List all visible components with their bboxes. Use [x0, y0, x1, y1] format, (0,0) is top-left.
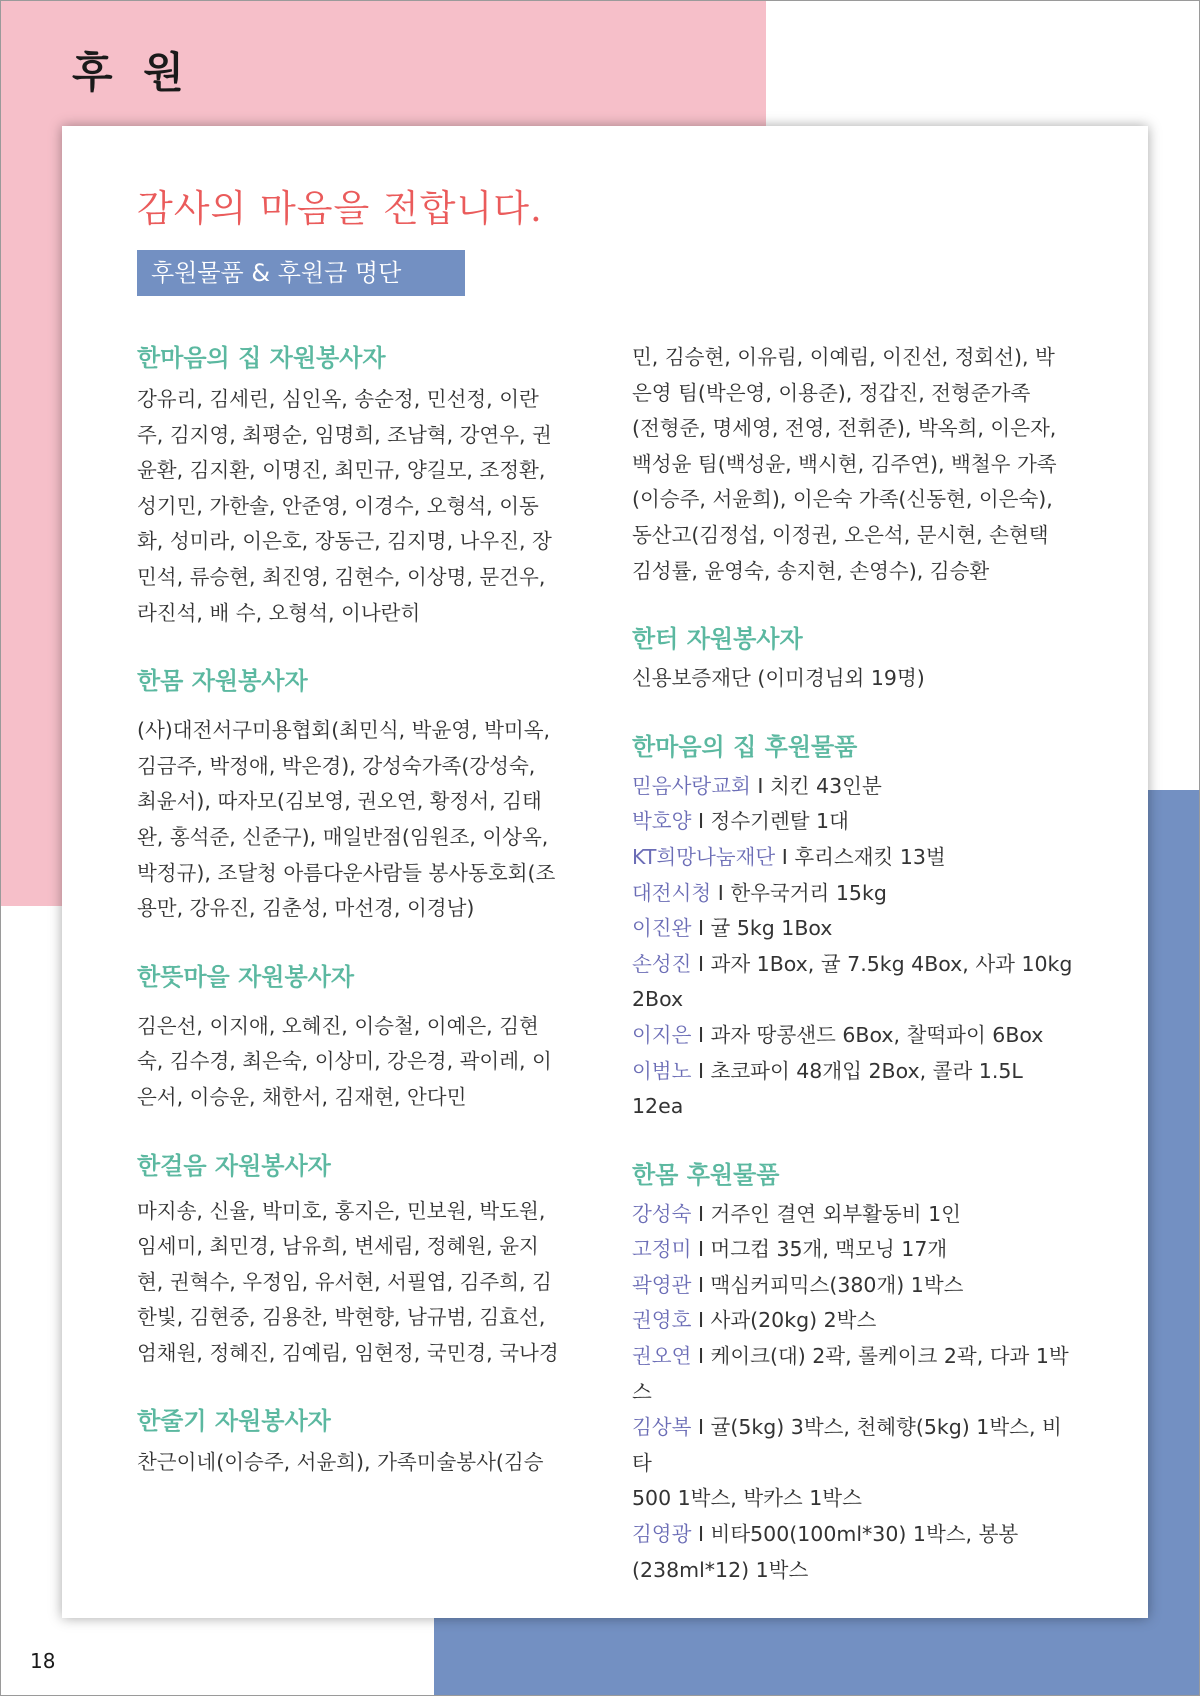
text-line: 김은선, 이지애, 오혜진, 이승철, 이예은, 김현: [137, 1013, 539, 1038]
donated-item: 머그컵 35개, 맥모닝 17개: [710, 1237, 948, 1262]
donated-item: 초코파이 48개입 2Box, 콜라 1.5L 12ea: [632, 1058, 1023, 1119]
text-line: 은영 팀(박은영, 이용준), 정갑진, 전형준가족: [632, 380, 1031, 405]
donated-item-continued: 500 1박스, 박카스 1박스: [632, 1486, 862, 1511]
donor-name: 김영광: [632, 1522, 692, 1547]
donated-item-continued: 2Box: [632, 987, 684, 1012]
donor-name: 곽영관: [632, 1272, 692, 1297]
volunteer-names: [137, 1009, 585, 1116]
group-title: 한줄기 자원봉사자: [137, 1407, 331, 1436]
group-title: 한터 자원봉사자: [632, 625, 803, 654]
text-line: 완, 홍석준, 신준구), 매일반점(임원조, 이상옥,: [137, 824, 549, 849]
card-heading: 감사의 마음을 전합니다.: [137, 187, 543, 230]
donation-row: [632, 1339, 1080, 1410]
donation-group-title: 한몸 후원물품: [632, 1160, 780, 1189]
text-line: 민석, 류승현, 최진영, 김현수, 이상명, 문건우,: [137, 564, 546, 589]
donated-item: 후리스재킷 13벌: [794, 844, 946, 869]
text-line: (사)대전서구미용협회(최민식, 박윤영, 박미옥,: [137, 718, 551, 743]
text-line: 라진석, 배 수, 오형석, 이나란히: [137, 600, 421, 625]
donor-name: 믿음사랑교회: [632, 773, 751, 798]
donated-item: 과자 1Box, 귤 7.5kg 4Box, 사과 10kg: [710, 951, 1073, 976]
volunteer-names: [137, 1445, 585, 1481]
text-line: 김금주, 박정애, 박은경), 강성숙가족(강성숙,: [137, 753, 536, 778]
volunteer-names: [137, 382, 585, 631]
donor-name: 이범노: [632, 1058, 692, 1083]
donor-name: 강성숙: [632, 1201, 692, 1226]
text-line: 숙, 김수경, 최은숙, 이상미, 강은경, 곽이레, 이: [137, 1049, 552, 1074]
donated-item: 맥심커피믹스(380개) 1박스: [710, 1272, 964, 1297]
text-line: 민, 김승현, 이유림, 이예림, 이진선, 정회선), 박: [632, 345, 1055, 369]
donation-group-title: 한마음의 집 후원물품: [632, 732, 858, 761]
text-line: 용만, 강유진, 김춘성, 마선경, 이경남): [137, 896, 475, 921]
donor-name: 김상복: [632, 1415, 692, 1440]
page-number: 18: [30, 1649, 56, 1673]
donation-row: [632, 911, 1080, 947]
donation-row: [632, 769, 1080, 805]
donated-item: 치킨 43인분: [769, 773, 882, 798]
text-line: 최윤서), 따자모(김보영, 권오연, 황정서, 김태: [137, 789, 542, 814]
separator: I: [697, 951, 704, 976]
donated-item-continued: (238ml*12) 1박스: [632, 1557, 809, 1582]
text-line: 마지송, 신율, 박미호, 홍지은, 민보원, 박도원,: [137, 1198, 546, 1223]
text-line: 성기민, 가한솔, 안준영, 이경수, 오형석, 이동: [137, 493, 539, 518]
group-title: 한걸음 자원봉사자: [137, 1151, 331, 1180]
text-line: 백성윤 팀(백성윤, 백시현, 김주연), 백철우 가족: [632, 451, 1057, 476]
list-label: 후원물품 & 후원금 명단: [137, 250, 465, 296]
donor-name: 손성진: [632, 951, 692, 976]
group-title: 한뜻마을 자원봉사자: [137, 962, 355, 991]
donor-name: 고정미: [632, 1237, 692, 1262]
donated-item: 과자 땅콩샌드 6Box, 찰떡파이 6Box: [710, 1022, 1044, 1047]
text-line: 한빛, 김현중, 김용찬, 박현향, 남규범, 김효선,: [137, 1305, 546, 1330]
group-title: 한마음의 집 자원봉사자: [137, 344, 386, 372]
left-column: [137, 340, 585, 1481]
donation-row: [632, 1410, 1080, 1517]
text-line: 김성률, 윤영숙, 송지현, 손영수), 김승환: [632, 558, 990, 583]
donated-item: 한우국거리 15kg: [730, 880, 887, 905]
donated-item: 케이크(대) 2곽, 롤케이크 2곽, 다과 1박스: [632, 1344, 1069, 1404]
donor-name: 이지은: [632, 1022, 692, 1047]
volunteer-names: [137, 1194, 585, 1372]
donated-item: 귤(5kg) 3박스, 천혜향(5kg) 1박스, 비타: [632, 1415, 1062, 1475]
donation-row: [632, 947, 1080, 1018]
donation-row: [632, 1268, 1080, 1304]
right-column: [632, 340, 1080, 1588]
text-line: (전형준, 명세영, 전영, 전휘준), 박옥희, 이은자,: [632, 416, 1057, 441]
donated-item: 거주인 결연 외부활동비 1인: [710, 1201, 961, 1226]
separator: I: [717, 880, 724, 905]
separator: I: [697, 1308, 704, 1333]
volunteer-names: [632, 661, 1080, 697]
content-card: [62, 126, 1148, 1618]
donor-name: 권오연: [632, 1344, 692, 1369]
donor-name: 대전시청: [632, 880, 712, 905]
text-line: 현, 권혁수, 우정임, 유서현, 서필엽, 김주희, 김: [137, 1269, 552, 1294]
donated-item: 비타500(100ml*30) 1박스, 봉봉: [710, 1522, 1019, 1547]
donation-row: [632, 1303, 1080, 1339]
separator: I: [697, 1022, 704, 1047]
donated-item: 귤 5kg 1Box: [710, 916, 833, 941]
text-line: 찬근이네(이승주, 서윤희), 가족미술봉사(김승: [137, 1450, 544, 1475]
separator: I: [697, 1237, 704, 1262]
donation-row: [632, 1517, 1080, 1588]
separator: I: [781, 844, 788, 869]
separator: I: [697, 1522, 704, 1547]
text-line: 주, 김지영, 최평순, 임명희, 조남혁, 강연우, 권: [137, 422, 552, 447]
text-line: 박정규), 조달청 아름다운사람들 봉사동호회(조: [137, 860, 556, 885]
donation-row: [632, 1197, 1080, 1233]
donation-row: [632, 1018, 1080, 1054]
separator: I: [697, 1201, 704, 1226]
text-line: 은서, 이승운, 채한서, 김재현, 안다민: [137, 1084, 467, 1109]
separator: I: [697, 1272, 704, 1297]
donation-row: [632, 876, 1080, 912]
text-line: 신용보증재단 (이미경님외 19명): [632, 666, 925, 691]
separator: I: [697, 809, 704, 834]
donor-name: 권영호: [632, 1308, 692, 1333]
donation-row: [632, 1054, 1080, 1125]
separator: I: [697, 916, 704, 941]
text-line: (이승주, 서윤희), 이은숙 가족(신동현, 이은숙),: [632, 487, 1053, 512]
text-line: 임세미, 최민경, 남유희, 변세림, 정혜원, 윤지: [137, 1234, 539, 1259]
text-line: 강유리, 김세린, 심인옥, 송순정, 민선정, 이란: [137, 387, 539, 411]
donated-item: 사과(20kg) 2박스: [710, 1308, 877, 1333]
volunteer-names: [137, 713, 585, 927]
separator: I: [757, 773, 764, 798]
text-line: 윤환, 김지환, 이명진, 최민규, 양길모, 조정환,: [137, 458, 546, 483]
separator: I: [697, 1344, 704, 1369]
text-line: 화, 성미라, 이은호, 장동근, 김지명, 나우진, 장: [137, 529, 552, 554]
donation-row: [632, 840, 1080, 876]
donated-item: 정수기렌탈 1대: [710, 809, 849, 834]
donor-name: 박호양: [632, 809, 692, 834]
donor-name: KT희망나눔재단: [632, 844, 776, 869]
section-title: 후 원: [72, 48, 192, 97]
volunteer-names-continued: [632, 340, 1080, 589]
donor-name: 이진완: [632, 916, 692, 941]
separator: I: [697, 1415, 704, 1440]
group-title: 한몸 자원봉사자: [137, 667, 308, 696]
donation-row: [632, 804, 1080, 840]
text-line: 엄채원, 정혜진, 김예림, 임현정, 국민경, 국나경: [137, 1340, 559, 1365]
text-line: 동산고(김정섭, 이정권, 오은석, 문시현, 손현택: [632, 522, 1049, 547]
donation-row: [632, 1232, 1080, 1268]
separator: I: [697, 1058, 704, 1083]
